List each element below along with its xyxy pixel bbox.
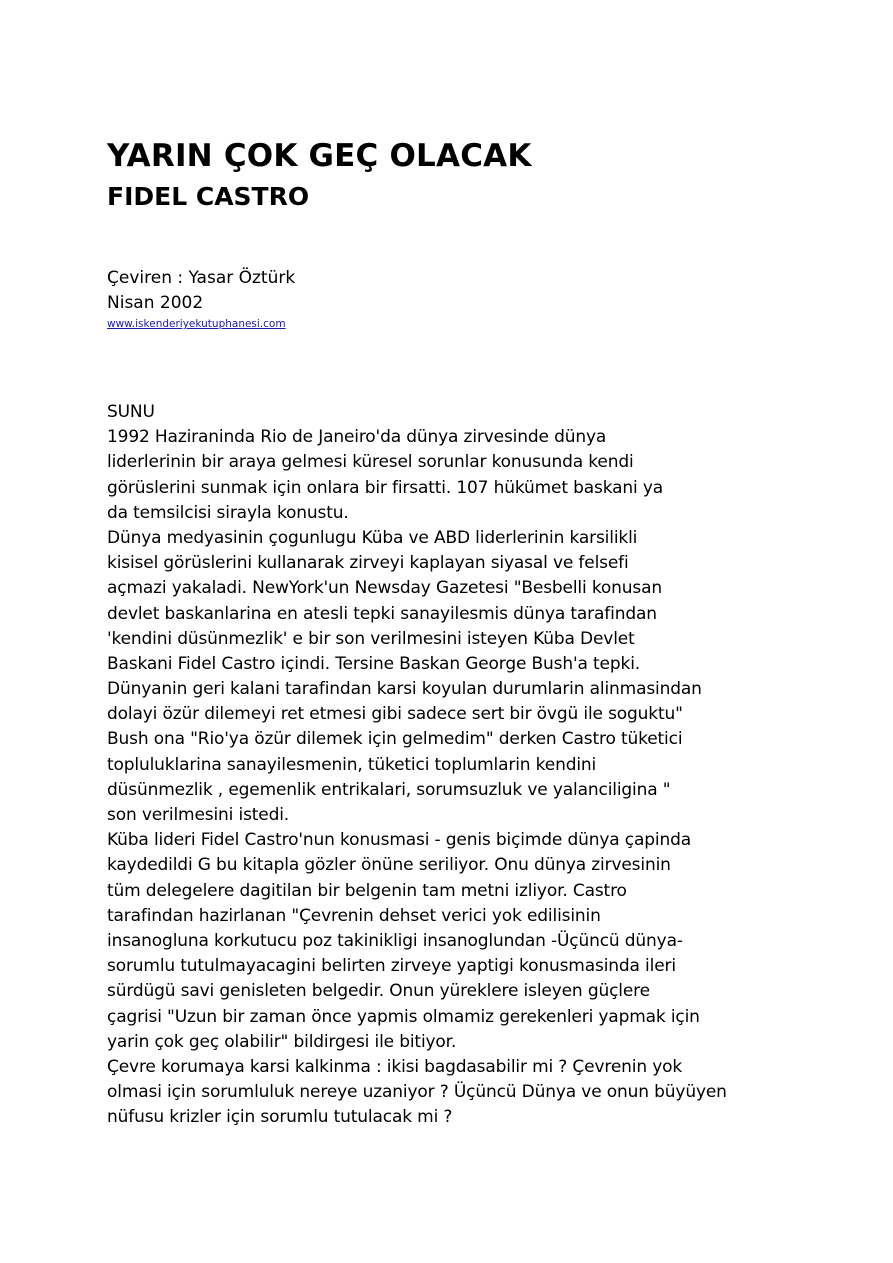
body-line: açmazi yakaladi. NewYork'un Newsday Gazetesi "Besbelli konusan: [107, 578, 663, 599]
publication-date: Nisan 2002: [107, 293, 204, 313]
body-line: Dünyanin geri kalani tarafindan karsi koyulan durumlarin alinmasindan: [107, 679, 702, 700]
body-line: Dünya medyasinin çogunlugu Küba ve ABD liderlerinin karsilikli: [107, 527, 638, 548]
body-line: yarin çok geç olabilir" bildirgesi ile bitiyor.: [107, 1031, 457, 1052]
body-line: kaydedildi G bu kitapla gözler önüne seriliyor. Onu dünya zirvesinin: [107, 855, 671, 876]
body-line: devlet baskanlarina en atesli tepki sanayilesmis dünya tarafindan: [107, 603, 657, 624]
body-line: tarafindan hazirlanan "Çevrenin dehset verici yok edilisinin: [107, 905, 601, 926]
section-heading: SUNU: [107, 402, 155, 422]
body-line: olmasi için sorumluluk nereye uzaniyor ? Üçüncü Dünya ve onun büyüyen: [107, 1082, 727, 1103]
body-line: tüm delegelere dagitilan bir belgenin tam metni izliyor. Castro: [107, 880, 627, 901]
body-line: çagrisi "Uzun bir zaman önce yapmis olmamiz gerekenleri yapmak için: [107, 1006, 700, 1027]
body-line: düsünmezlik , egemenlik entrikalari, sorumsuzluk ve yalanciligina ": [107, 779, 671, 800]
body-line: kisisel görüslerini kullanarak zirveyi kaplayan siyasal ve felsefi: [107, 553, 629, 574]
body-text: [107, 400, 867, 1130]
body-line: nüfusu krizler için sorumlu tutulacak mi ?: [107, 1107, 453, 1128]
body-line: sorumlu tutulmayacagini belirten zirveye yaptigi konusmasinda ileri: [107, 956, 676, 977]
body-line: görüslerini sunmak için onlara bir firsatti. 107 hükümet baskani ya: [107, 477, 664, 498]
body-line: Çevre korumaya karsi kalkinma : ikisi bagdasabilir mi ? Çevrenin yok: [107, 1056, 683, 1077]
body-line: son verilmesini istedi.: [107, 805, 290, 825]
translator-credit: Çeviren : Yasar Öztürk: [107, 268, 296, 288]
body-line: Küba lideri Fidel Castro'nun konusmasi - genis biçimde dünya çapinda: [107, 830, 692, 851]
document-author: FIDEL CASTRO: [107, 182, 310, 211]
body-line: Bush ona "Rio'ya özür dilemek için gelmedim" derken Castro tüketici: [107, 729, 683, 750]
body-line: dolayi özür dilemeyi ret etmesi gibi sadece sert bir övgü ile soguktu": [107, 704, 683, 725]
body-line: liderlerinin bir araya gelmesi küresel sorunlar konusunda kendi: [107, 452, 634, 473]
body-line: da temsilcisi sirayla konustu.: [107, 502, 349, 523]
document-title: YARIN ÇOK GEÇ OLACAK: [107, 138, 532, 174]
body-line: 1992 Haziraninda Rio de Janeiro'da dünya zirvesinde dünya: [107, 427, 607, 448]
body-line: 'kendini düsünmezlik' e bir son verilmesini isteyen Küba Devlet: [107, 628, 635, 649]
body-line: sürdügü savi genisleten belgedir. Onun yüreklere isleyen güçlere: [107, 981, 650, 1002]
body-line: topluluklarina sanayilesmenin, tüketici toplumlarin kendini: [107, 754, 597, 775]
body-line: insanogluna korkutucu poz takinikligi insanoglundan -Üçüncü dünya-: [107, 930, 683, 951]
body-line: Baskani Fidel Castro içindi. Tersine Baskan George Bush'a tepki.: [107, 653, 641, 674]
website-link[interactable]: www.iskenderiyekutuphanesi.com: [107, 318, 286, 330]
